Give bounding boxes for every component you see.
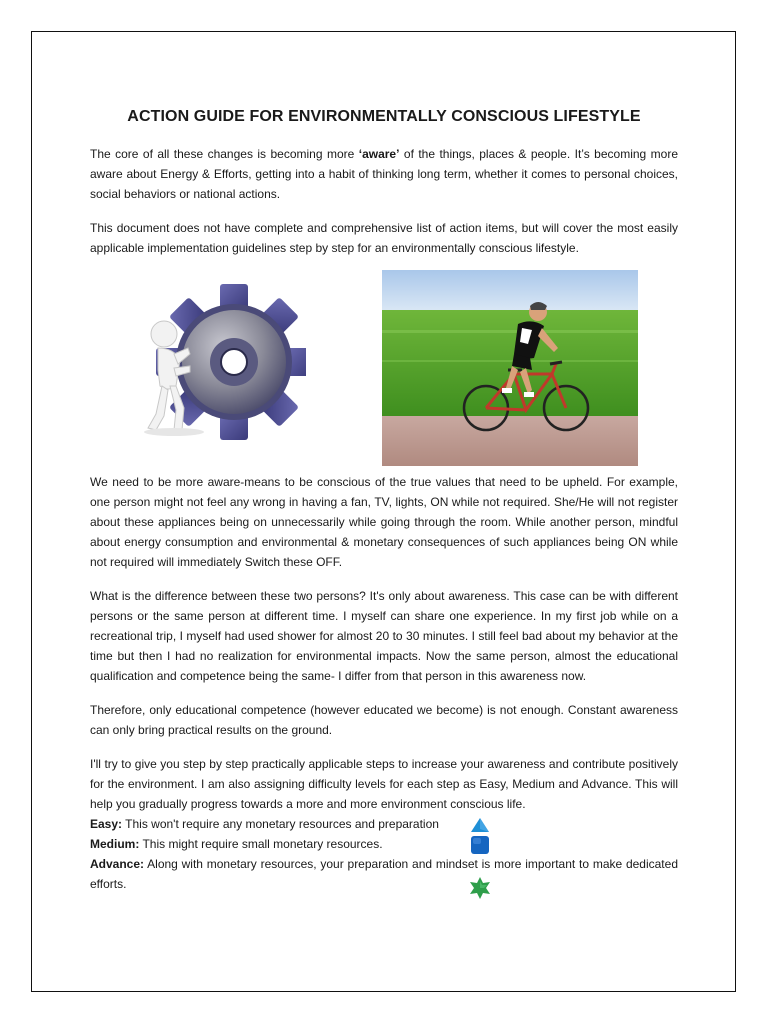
easy-label: Easy: bbox=[90, 817, 123, 831]
level-advance bbox=[90, 854, 678, 894]
document-title: ACTION GUIDE FOR ENVIRONMENTALLY CONSCIOUS LIFESTYLE bbox=[127, 108, 641, 125]
easy-description: This won't require any monetary resources and preparation bbox=[122, 817, 439, 831]
level-medium bbox=[90, 834, 678, 854]
square-icon bbox=[470, 836, 490, 854]
competence-paragraph: Therefore, only educational competence (however educated we become) is not enough. Constant awareness can only bring practical results on the ground. bbox=[90, 703, 678, 737]
triangle-icon bbox=[470, 817, 490, 833]
medium-label: Medium: bbox=[90, 837, 140, 851]
steps-intro-paragraph: I'll try to give you step by step practically applicable steps to increase your awareness and contribute positively for the environment. I am also assigning difficulty levels for each step as Easy, Medium and Advance. This will help you gradually progress towards a more and more environment conscious life. bbox=[90, 757, 678, 811]
medium-description: This might require small monetary resources. bbox=[139, 837, 383, 851]
aware-emphasis: ‘aware’ bbox=[358, 147, 400, 161]
level-easy bbox=[90, 814, 678, 834]
advance-description: Along with monetary resources, your preparation and mindset is more important to make dedicated efforts. bbox=[90, 857, 678, 891]
difficulty-levels bbox=[90, 814, 678, 894]
intro-text-start: The core of all these changes is becoming more bbox=[90, 147, 359, 161]
awareness-paragraph: We need to be more aware-means to be conscious of the true values that need to be upheld. For example, one person might not feel any wrong in having a fan, TV, lights, ON while not required. She/He will not register about these appliances being on unnecessarily while going through the room. While another person, mindful about energy consumption and environmental & monetary consequences of such appliances being ON while not required will immediately Switch these OFF. bbox=[90, 475, 678, 569]
intro-paragraph bbox=[90, 144, 678, 204]
star-icon bbox=[468, 876, 492, 900]
illustrations bbox=[90, 270, 678, 466]
gear-person-image bbox=[134, 282, 306, 444]
advance-label: Advance: bbox=[90, 857, 145, 871]
cyclist-photo-image bbox=[382, 270, 638, 466]
document-body bbox=[90, 108, 678, 894]
experience-paragraph: What is the difference between these two persons? It's only about awareness. This case can be with different persons or the same person at different time. I myself can share one experience. In my first job while on a recreational trip, I myself had used shower for almost 20 to 30 minutes. I still feel bad about my behavior at the time but then I had no realization for environmental impacts. Now the same person, almost the educational qualification and competence being the same- I differ from that person in this awareness now. bbox=[90, 589, 678, 683]
scope-paragraph: This document does not have complete and comprehensive list of action items, but will cover the most easily applicable implementation guidelines step by step for an environmentally conscious lifestyle. bbox=[90, 221, 678, 255]
intro-text-end: of the things, places & people. It’s becoming more aware about Energy & Efforts, getting into a habit of thinking long term, whether it comes to personal choices, social behaviors or national actions. bbox=[90, 147, 678, 201]
